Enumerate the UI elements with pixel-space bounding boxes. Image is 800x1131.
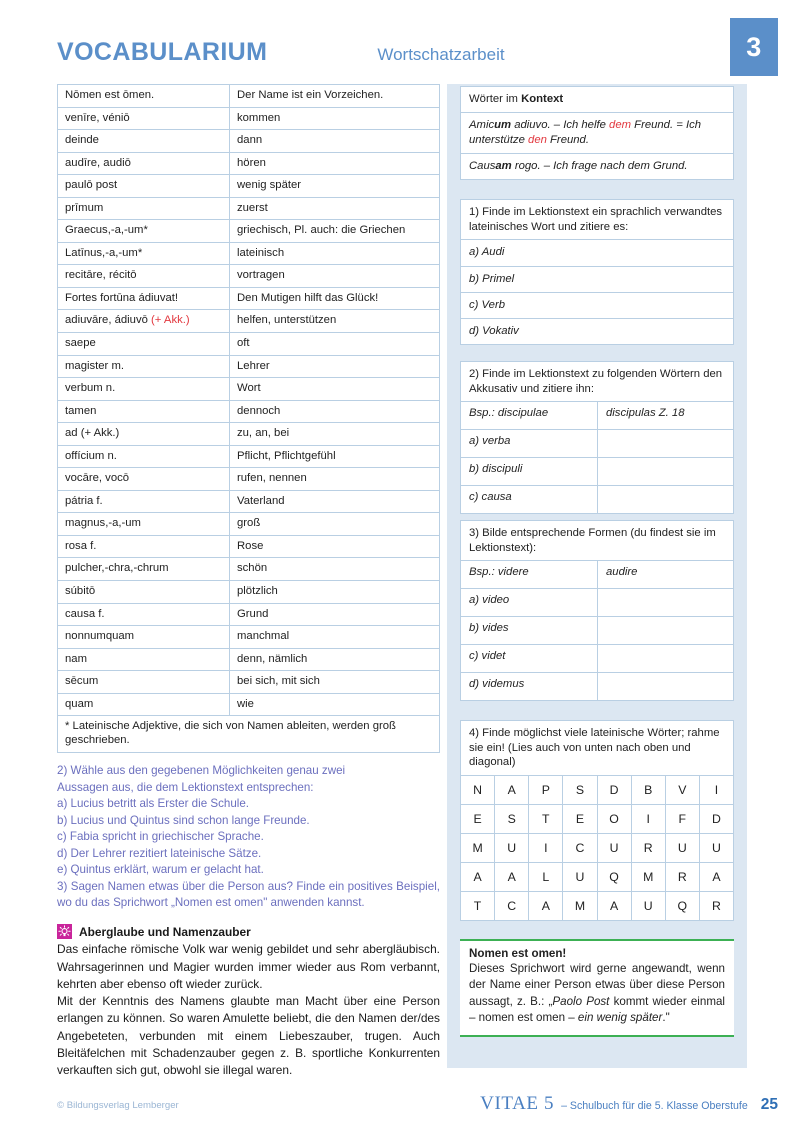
vocab-german: griechisch, Pl. auch: die Griechen xyxy=(230,220,440,243)
page-header xyxy=(57,38,697,67)
table-row xyxy=(58,490,440,513)
footer-book-subtitle: – Schulbuch für die 5. Klasse Oberstufe xyxy=(561,1100,748,1112)
proverb-text-a: Dieses Sprichwort wird gerne angewandt, wenn der Name einer Person etwas über diese Person aussagt, z. B.: „ xyxy=(469,962,725,1008)
vocab-german: dennoch xyxy=(230,400,440,423)
table-row xyxy=(58,513,440,536)
table-row xyxy=(58,333,440,356)
list-item[interactable]: d) Vokativ xyxy=(469,325,519,338)
word-grid-cell[interactable]: U xyxy=(563,863,597,891)
word-grid-cell[interactable]: M xyxy=(563,892,597,920)
table-row xyxy=(58,603,440,626)
info-paragraph-2: Mit der Kenntnis des Namens glaubte man Macht über eine Person erlangen zu können. So waren Amulette beliebt, die den Namen der/des Angebeteten, verbunden mit einem Liebeszauber, trugen. Auch Bleitäfelchen mit Schadenzauber gegen z. B. sportliche Konkurrenten verkauften sich gut, obwohl sie illegal waren. xyxy=(57,994,440,1078)
proverb-text xyxy=(469,961,725,1027)
vocab-latin: pátria f. xyxy=(58,490,230,513)
vocab-latin: Latīnus,-a,-um* xyxy=(58,242,230,265)
proverb-italic-2: ein wenig später xyxy=(577,1011,663,1025)
word-grid-row xyxy=(461,863,733,892)
blue-exercise-line: c) Fabia spricht in griechischer Sprache. xyxy=(57,830,264,844)
row-answer[interactable] xyxy=(598,673,733,700)
vocab-german: groß xyxy=(230,513,440,536)
list-item[interactable]: b) Primel xyxy=(461,267,733,293)
word-grid-cell[interactable]: Q xyxy=(666,892,700,920)
row-answer[interactable]: discipulas Z. 18 xyxy=(606,407,685,420)
ctx1-red2: den xyxy=(528,133,547,146)
word-grid-cell[interactable]: S xyxy=(563,776,597,804)
word-grid-cell[interactable]: D xyxy=(711,812,721,827)
table-row xyxy=(58,287,440,310)
row-prompt: c) videt xyxy=(461,645,598,672)
blue-exercise-line: 2) Wähle aus den gegebenen Möglichkeiten genau zwei xyxy=(57,764,346,778)
vocab-german: bei sich, mit sich xyxy=(230,671,440,694)
word-grid-cell[interactable]: R xyxy=(711,899,721,914)
vocab-german: Pflicht, Pflichtgefühl xyxy=(230,445,440,468)
blue-exercise-line: b) Lucius und Quintus sind schon lange Freunde. xyxy=(57,813,310,827)
vocab-german: kommen xyxy=(230,107,440,130)
footer-book-title: VITAE 5 xyxy=(480,1093,555,1114)
word-grid-cell[interactable]: E xyxy=(461,805,495,833)
row-prompt: a) verba xyxy=(461,430,598,457)
exercise-1-box xyxy=(460,199,734,345)
vocab-german: helfen, unterstützen xyxy=(230,310,440,333)
exercise-1-prompt: 1) Finde im Lektionstext ein sprachlich verwandtes lateinisches Wort und zitiere es: xyxy=(461,200,733,240)
table-row xyxy=(461,458,733,486)
word-grid-cell[interactable]: R xyxy=(632,834,666,862)
exercise-2-box xyxy=(460,361,734,514)
context-example-2 xyxy=(461,154,733,179)
ctx2-b: am xyxy=(495,160,512,173)
vocab-german: vortragen xyxy=(230,265,440,288)
vocab-latin: recitāre, récitō xyxy=(58,265,230,288)
footer-right xyxy=(480,1093,778,1115)
vocab-german: Grund xyxy=(230,603,440,626)
vocab-latin: súbitō xyxy=(58,581,230,604)
exercise-4-box xyxy=(460,720,734,921)
vocab-german: plötzlich xyxy=(230,581,440,604)
vocab-latin: paulō post xyxy=(58,175,230,198)
table-row xyxy=(461,430,733,458)
table-row xyxy=(461,402,733,430)
vocab-latin: quam xyxy=(58,693,230,716)
vocab-german: wie xyxy=(230,693,440,716)
table-row xyxy=(461,673,733,700)
table-row xyxy=(58,400,440,423)
footer-page-number: 25 xyxy=(760,1096,778,1113)
vocab-latin: nam xyxy=(58,648,230,671)
vocab-latin: deinde xyxy=(58,130,230,153)
word-grid-cell[interactable]: U xyxy=(666,834,700,862)
vocab-german: schön xyxy=(230,558,440,581)
vocab-german: Lehrer xyxy=(230,355,440,378)
word-grid-cell[interactable]: D xyxy=(598,776,632,804)
word-grid-cell[interactable]: I xyxy=(529,834,563,862)
vocab-german: manchmal xyxy=(230,626,440,649)
proverb-text-c: ." xyxy=(662,1011,670,1025)
vocab-latin: verbum n. xyxy=(58,378,230,401)
table-row xyxy=(58,220,440,243)
ctx1-red: dem xyxy=(609,118,632,131)
table-row xyxy=(58,468,440,491)
word-grid-row xyxy=(461,805,733,834)
table-row xyxy=(461,589,733,617)
blue-exercise-line: Aussagen aus, die dem Lektionstext entsprechen: xyxy=(57,780,314,794)
vocab-german: zuerst xyxy=(230,197,440,220)
vocab-german: rufen, nennen xyxy=(230,468,440,491)
vocab-latin: Nōmen est ōmen. xyxy=(58,85,230,108)
row-prompt: a) video xyxy=(461,589,598,616)
table-row xyxy=(58,535,440,558)
row-prompt: Bsp.: videre xyxy=(461,561,598,588)
row-prompt: Bsp.: discipulae xyxy=(461,402,598,429)
chapter-badge: 3 xyxy=(730,18,778,76)
vocab-footnote: * Lateinische Adjektive, die sich von Namen ableiten, werden groß geschrieben. xyxy=(58,716,440,753)
vocab-latin: prīmum xyxy=(58,197,230,220)
word-search-grid xyxy=(461,776,733,920)
vocab-latin: Graecus,-a,-um* xyxy=(58,220,230,243)
proverb-box xyxy=(460,939,734,1037)
vocab-latin: saepe xyxy=(58,333,230,356)
table-row xyxy=(58,175,440,198)
word-grid-cell[interactable]: O xyxy=(598,805,632,833)
table-row xyxy=(58,197,440,220)
page-subtitle: Wortschatzarbeit xyxy=(377,45,505,64)
list-item[interactable]: c) Verb xyxy=(461,293,733,319)
row-prompt: d) videmus xyxy=(461,673,598,700)
vocab-latin: pulcher,-chra,-chrum xyxy=(58,558,230,581)
word-grid-cell[interactable]: A xyxy=(598,892,632,920)
word-grid-cell[interactable]: P xyxy=(529,776,563,804)
table-row xyxy=(58,423,440,446)
row-answer[interactable] xyxy=(598,589,733,616)
word-grid-cell[interactable]: V xyxy=(666,776,700,804)
vocab-latin-note: (+ Akk.) xyxy=(151,314,190,327)
word-grid-row xyxy=(461,776,733,805)
word-grid-cell[interactable]: U xyxy=(598,834,632,862)
footer-copyright: © Bildungsverlag Lemberger xyxy=(57,1100,179,1111)
vocabulary-table xyxy=(57,84,440,753)
ctx2-c: rogo. – Ich frage nach dem Grund. xyxy=(511,160,688,173)
info-block-header xyxy=(57,924,440,939)
vocab-german: hören xyxy=(230,152,440,175)
info-paragraph-1: Das einfache römische Volk war wenig gebildet und sehr abergläubisch. Wahrsagerinnen und Magier wurden immer wieder aus Rom verbannt, kehrten aber ebenso oft wieder zurück. xyxy=(57,942,440,991)
vocab-latin: magister m. xyxy=(58,355,230,378)
row-answer[interactable] xyxy=(598,617,733,644)
table-row xyxy=(58,152,440,175)
word-grid-cell[interactable]: A xyxy=(495,863,529,891)
vocab-latin: audīre, audiō xyxy=(58,152,230,175)
row-answer[interactable] xyxy=(598,430,733,457)
word-grid-cell[interactable]: L xyxy=(529,863,563,891)
vocab-latin: sēcum xyxy=(58,671,230,694)
blue-exercise-line: d) Der Lehrer rezitiert lateinische Sätze. xyxy=(57,846,262,860)
row-prompt: b) vides xyxy=(461,617,598,644)
exercise-2-prompt: 2) Finde im Lektionstext zu folgenden Wörtern den Akkusativ und zitiere ihn: xyxy=(461,362,733,402)
word-grid-cell[interactable]: I xyxy=(714,783,719,798)
vocab-latin: causa f. xyxy=(58,603,230,626)
vocab-german: Den Mutigen hilft das Glück! xyxy=(230,287,440,310)
word-grid-cell[interactable]: S xyxy=(495,805,529,833)
row-prompt: b) discipuli xyxy=(461,458,598,485)
blue-exercise-line: e) Quintus erklärt, warum er gelacht hat. xyxy=(57,863,264,877)
left-column xyxy=(57,84,440,1079)
word-grid-cell[interactable]: F xyxy=(666,805,700,833)
word-grid-cell[interactable]: R xyxy=(666,863,700,891)
ctx1-d: Freund. = Ich unterstütze xyxy=(469,118,702,146)
word-grid-cell[interactable]: C xyxy=(495,892,529,920)
proverb-italic-1: Paolo Post xyxy=(552,994,610,1008)
vocab-german: zu, an, bei xyxy=(230,423,440,446)
vocab-german: Vaterland xyxy=(230,490,440,513)
word-grid-cell[interactable]: U xyxy=(711,841,721,856)
context-box xyxy=(460,86,734,180)
page-title: VOCABULARIUM xyxy=(57,38,268,66)
word-grid-cell[interactable]: E xyxy=(563,805,597,833)
vocab-german: oft xyxy=(230,333,440,356)
vocab-latin: Fortes fortūna ádiuvat! xyxy=(58,287,230,310)
vocab-german: lateinisch xyxy=(230,242,440,265)
vocab-latin: ad (+ Akk.) xyxy=(58,423,230,446)
proverb-title: Nomen est omen! xyxy=(469,947,567,960)
exercise-4-prompt: 4) Finde möglichst viele lateinische Wörter; rahme sie ein! (Lies auch von unten nach oben und diagonal) xyxy=(461,721,733,776)
vocab-latin: nonnumquam xyxy=(58,626,230,649)
table-row xyxy=(58,242,440,265)
table-row xyxy=(58,716,440,753)
blue-exercise-paragraph: 3) Sagen Namen etwas über die Person aus? Finde ein positives Beispiel, wo du das Sprichwort „Nomen est omen" anwenden kannst. xyxy=(57,879,440,910)
word-grid-cell[interactable]: T xyxy=(461,892,495,920)
list-item[interactable]: a) Audi xyxy=(461,240,733,266)
word-grid-cell[interactable]: M xyxy=(461,834,495,862)
row-prompt: c) causa xyxy=(461,486,598,513)
table-row xyxy=(461,486,733,513)
lightbulb-icon xyxy=(57,924,72,939)
table-row xyxy=(58,310,440,333)
vocab-german: dann xyxy=(230,130,440,153)
vocab-latin: adiuvāre, ádiuvō (+ Akk.) xyxy=(58,310,230,333)
context-example-1 xyxy=(461,113,733,155)
ctx2-a: Caus xyxy=(469,160,496,173)
exercise-3-box xyxy=(460,520,734,701)
table-row xyxy=(58,581,440,604)
row-answer[interactable]: audire xyxy=(606,566,638,579)
vocab-german: Rose xyxy=(230,535,440,558)
word-grid-cell[interactable]: B xyxy=(632,776,666,804)
blue-exercise-text xyxy=(57,763,440,911)
context-header-plain: Wörter im xyxy=(469,93,522,105)
table-row xyxy=(58,107,440,130)
word-grid-cell[interactable]: I xyxy=(632,805,666,833)
word-grid-cell[interactable]: T xyxy=(529,805,563,833)
row-answer[interactable] xyxy=(598,486,733,513)
context-box-header xyxy=(461,87,733,113)
table-row xyxy=(461,645,733,673)
word-grid-cell[interactable]: C xyxy=(563,834,597,862)
word-grid-cell[interactable]: M xyxy=(632,863,666,891)
ctx1-a: Amic xyxy=(469,118,495,131)
table-row xyxy=(58,648,440,671)
vocab-latin: venīre, véniō xyxy=(58,107,230,130)
ctx1-e: Freund. xyxy=(546,133,589,146)
context-header-bold: Kontext xyxy=(521,93,564,105)
table-row xyxy=(58,355,440,378)
table-row xyxy=(58,265,440,288)
word-grid-cell[interactable]: A xyxy=(461,863,495,891)
exercise-3-prompt: 3) Bilde entsprechende Formen (du findest sie im Lektionstext): xyxy=(461,521,733,561)
proverb-text-b: kommt wieder einmal – nomen est omen – xyxy=(469,994,726,1025)
vocab-german: denn, nämlich xyxy=(230,648,440,671)
vocab-latin: offícium n. xyxy=(58,445,230,468)
vocab-german: Wort xyxy=(230,378,440,401)
vocab-german: Der Name ist ein Vorzeichen. xyxy=(230,85,440,108)
table-row xyxy=(461,617,733,645)
vocab-latin: magnus,-a,-um xyxy=(58,513,230,536)
word-grid-cell[interactable]: U xyxy=(495,834,529,862)
info-block-body xyxy=(57,941,440,1079)
right-column-panel xyxy=(447,84,747,1068)
blue-exercise-line: a) Lucius betritt als Erster die Schule. xyxy=(57,797,250,811)
table-row xyxy=(58,626,440,649)
row-answer[interactable] xyxy=(598,645,733,672)
word-grid-cell[interactable]: U xyxy=(632,892,666,920)
vocab-latin: tamen xyxy=(58,400,230,423)
table-row xyxy=(58,445,440,468)
vocab-german: wenig später xyxy=(230,175,440,198)
vocab-latin: vocāre, vocō xyxy=(58,468,230,491)
ctx1-b: um xyxy=(494,118,512,131)
word-grid-row xyxy=(461,892,733,920)
word-grid-cell[interactable]: A xyxy=(495,776,529,804)
word-grid-row xyxy=(461,834,733,863)
table-row xyxy=(58,558,440,581)
vocab-latin: rosa f. xyxy=(58,535,230,558)
ctx1-c: adiuvo. – Ich helfe xyxy=(511,118,610,131)
word-grid-cell[interactable]: Q xyxy=(598,863,632,891)
table-row xyxy=(58,85,440,108)
word-grid-cell[interactable]: A xyxy=(712,870,721,885)
info-block-title: Aberglaube und Namenzauber xyxy=(79,924,251,939)
word-grid-cell[interactable]: N xyxy=(461,776,495,804)
table-row xyxy=(58,130,440,153)
table-row xyxy=(461,561,733,589)
word-grid-cell[interactable]: A xyxy=(529,892,563,920)
table-row xyxy=(58,378,440,401)
table-row xyxy=(58,693,440,716)
row-answer[interactable] xyxy=(598,458,733,485)
table-row xyxy=(58,671,440,694)
